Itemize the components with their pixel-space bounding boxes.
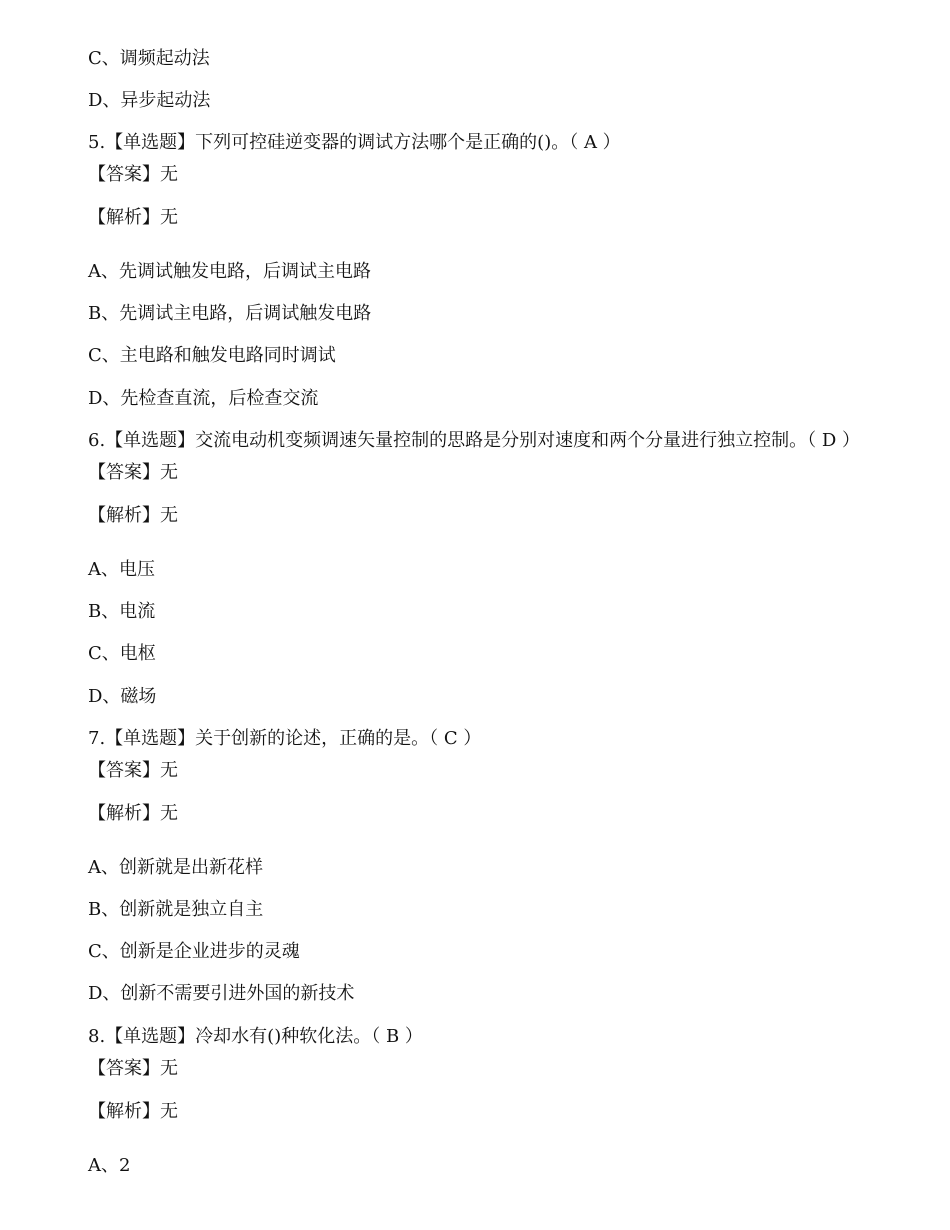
option-a: A、电压 [88,559,155,580]
option-b: B、电流 [88,601,156,622]
option-a: A、创新就是出新花样 [88,857,263,878]
answer-label: 【答案】无 [88,164,178,185]
analysis-label: 【解析】无 [88,207,178,228]
option-c: C、调频起动法 [88,48,210,69]
answer-label: 【答案】无 [88,760,178,781]
option-b: B、创新就是独立自主 [88,899,264,920]
option-c: C、创新是企业进步的灵魂 [88,941,300,962]
question-stem: 7.【单选题】关于创新的论述，正确的是。（ C ） [88,728,482,749]
question-stem: 6.【单选题】交流电动机变频调速矢量控制的思路是分别对速度和两个分量进行独立控制。（ D ） [88,430,861,451]
option-a: A、先调试触发电路，后调试主电路 [88,261,371,282]
option-b: B、先调试主电路，后调试触发电路 [88,303,372,324]
answer-label: 【答案】无 [88,1058,178,1079]
option-d: D、异步起动法 [88,90,211,111]
option-a: A、2 [88,1155,131,1176]
option-d: D、磁场 [88,686,157,707]
question-stem: 8.【单选题】冷却水有()种软化法。（ B ） [88,1026,423,1047]
option-c: C、主电路和触发电路同时调试 [88,345,336,366]
analysis-label: 【解析】无 [88,803,178,824]
analysis-label: 【解析】无 [88,505,178,526]
option-d: D、创新不需要引进外国的新技术 [88,983,355,1004]
option-d: D、先检查直流，后检查交流 [88,388,319,409]
analysis-label: 【解析】无 [88,1101,178,1122]
option-c: C、电枢 [88,643,156,664]
answer-label: 【答案】无 [88,462,178,483]
question-stem: 5.【单选题】下列可控硅逆变器的调试方法哪个是正确的()。（ A ） [88,132,621,153]
